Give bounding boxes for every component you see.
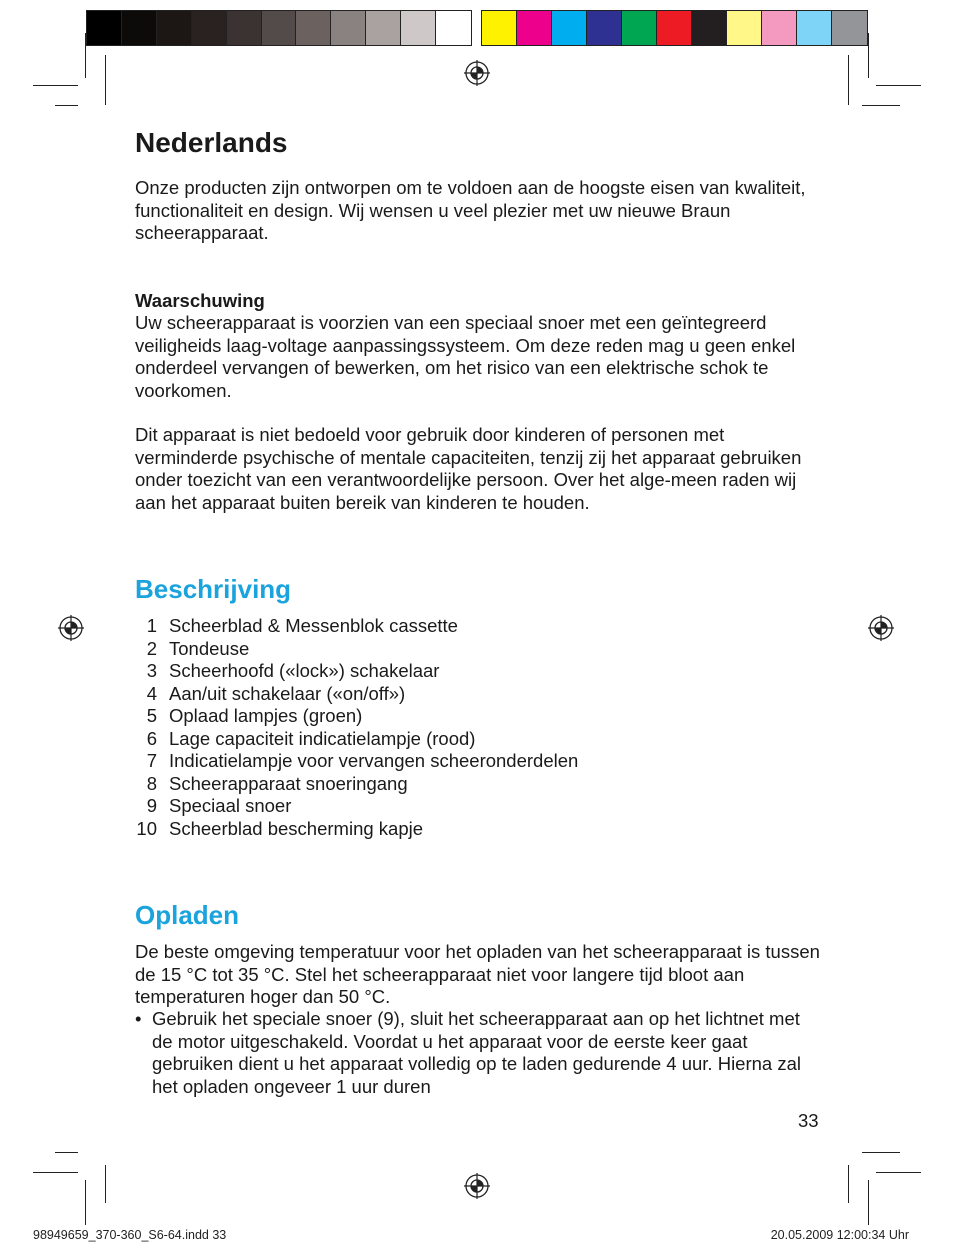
process-swatch <box>832 11 867 45</box>
crop-mark <box>848 1165 849 1203</box>
list-item-number: 3 <box>146 660 157 681</box>
bullet-text: Gebruik het speciale snoer (9), sluit het scheerapparaat aan op het lichtnet met de motor uitgeschakeld. Voordat u het apparaat voor de eerste keer gaat gebruiken dient u het apparaat volledig op te laden gedurende 4 uur. Hierna zal het opladen ongeveer 1 uur duren <box>152 1008 801 1097</box>
crop-mark <box>33 85 78 86</box>
list-item-text: Oplaad lampjes (groen) <box>169 705 363 726</box>
process-color-bar <box>481 10 868 46</box>
list-item <box>135 795 578 818</box>
crop-mark <box>55 1152 78 1153</box>
list-item-text: Aan/uit schakelaar («on/off») <box>169 682 406 704</box>
list-item-text: Scheerhoofd («lock») schakelaar <box>169 660 440 681</box>
grayscale-swatch <box>436 11 471 45</box>
crop-mark <box>862 105 900 106</box>
grayscale-color-bar <box>86 10 472 46</box>
list-item <box>135 750 578 773</box>
crop-mark <box>876 85 921 86</box>
process-swatch <box>692 11 727 45</box>
list-item-text: Scheerapparaat snoeringang <box>169 772 408 794</box>
grayscale-swatch <box>296 11 331 45</box>
crop-mark <box>862 1152 900 1153</box>
list-item-number: 2 <box>146 637 157 659</box>
list-item <box>135 773 578 796</box>
grayscale-swatch <box>227 11 262 45</box>
registration-mark-icon <box>58 615 84 641</box>
crop-mark <box>85 33 86 78</box>
grayscale-swatch <box>401 11 436 45</box>
process-swatch <box>762 11 797 45</box>
list-item <box>135 660 578 683</box>
process-swatch <box>587 11 622 45</box>
crop-mark <box>85 1180 86 1225</box>
list-item-number: 10 <box>136 817 157 839</box>
registration-mark-icon <box>464 1173 490 1199</box>
list-item-number: 8 <box>146 772 157 794</box>
process-swatch <box>517 11 552 45</box>
grayscale-swatch <box>122 11 157 45</box>
list-item-text: Scheerblad & Messenblok cassette <box>169 615 458 636</box>
list-item <box>135 615 578 638</box>
list-item-text: Speciaal snoer <box>169 795 292 816</box>
process-swatch <box>482 11 517 45</box>
list-item-number: 1 <box>146 615 157 636</box>
footer-filename: 98949659_370-360_S6-64.indd 33 <box>33 1228 227 1242</box>
warning-paragraph: Uw scheerapparaat is voorzien van een speciaal snoer met een geïntegreerd veiligheids laag-voltage aanpassingssysteem. Om deze reden mag u geen enkel onderdeel vervangen of bewerken, om het risico van een elektrische schok te voorkomen. <box>135 312 796 401</box>
process-swatch <box>727 11 762 45</box>
list-item <box>135 728 578 751</box>
warning-paragraph-2: Dit apparaat is niet bedoeld voor gebruik door kinderen of personen met verminderde psychische of mentale capaciteiten, tenzij zij het apparaat gebruiken onder toezicht van een verantwoordelijke persoon. Over het alge-meen raden wij aan het apparaat buiten bereik van kinderen te houden. <box>135 424 802 513</box>
grayscale-swatch <box>366 11 401 45</box>
list-item-text: Scheerblad bescherming kapje <box>169 817 424 839</box>
beschrijving-heading: Beschrijving <box>135 574 292 604</box>
crop-mark <box>848 55 849 105</box>
crop-mark <box>105 55 106 105</box>
warning-heading: Waarschuwing <box>135 290 265 311</box>
bullet-icon: • <box>135 1008 142 1029</box>
list-item-number: 9 <box>146 795 157 816</box>
intro-paragraph: Onze producten zijn ontworpen om te voldoen aan de hoogste eisen van kwaliteit, functionaliteit en design. Wij wensen u veel plezier met uw nieuwe Braun scheerapparaat. <box>135 177 806 243</box>
list-item-number: 7 <box>146 750 157 771</box>
crop-mark <box>105 1165 106 1203</box>
registration-mark-icon <box>464 60 490 86</box>
crop-mark <box>868 33 869 78</box>
crop-mark <box>55 105 78 106</box>
crop-mark <box>33 1172 78 1173</box>
grayscale-swatch <box>192 11 227 45</box>
registration-mark-icon <box>868 615 894 641</box>
process-swatch <box>552 11 587 45</box>
list-item-text: Lage capaciteit indicatielampje (rood) <box>169 727 476 749</box>
list-item-number: 5 <box>146 705 157 726</box>
footer-timestamp: 20.05.2009 12:00:34 Uhr <box>770 1228 909 1242</box>
process-swatch <box>797 11 832 45</box>
grayscale-swatch <box>331 11 366 45</box>
page-title: Nederlands <box>135 127 288 158</box>
process-swatch <box>657 11 692 45</box>
list-item-number: 4 <box>146 682 157 704</box>
crop-mark <box>876 1172 921 1173</box>
crop-mark <box>868 1180 869 1225</box>
list-item <box>135 683 578 706</box>
list-item-number: 6 <box>146 727 157 749</box>
process-swatch <box>622 11 657 45</box>
list-item-text: Tondeuse <box>169 637 250 659</box>
opladen-paragraph: De beste omgeving temperatuur voor het opladen van het scheerapparaat is tussen de 15 °C tot 35 °C. Stel het scheerapparaat niet voor langere tijd bloot aan temperaturen hoger dan 50 °C. <box>135 941 820 1007</box>
grayscale-swatch <box>157 11 192 45</box>
list-item <box>135 705 578 728</box>
opladen-heading: Opladen <box>135 900 240 930</box>
grayscale-swatch <box>262 11 297 45</box>
parts-list <box>135 615 578 840</box>
list-item <box>135 818 578 841</box>
page-number: 33 <box>798 1110 819 1131</box>
list-item-text: Indicatielampje voor vervangen scheeronderdelen <box>169 750 579 771</box>
grayscale-swatch <box>87 11 122 45</box>
opladen-bullet <box>135 1008 825 1098</box>
list-item <box>135 638 578 661</box>
